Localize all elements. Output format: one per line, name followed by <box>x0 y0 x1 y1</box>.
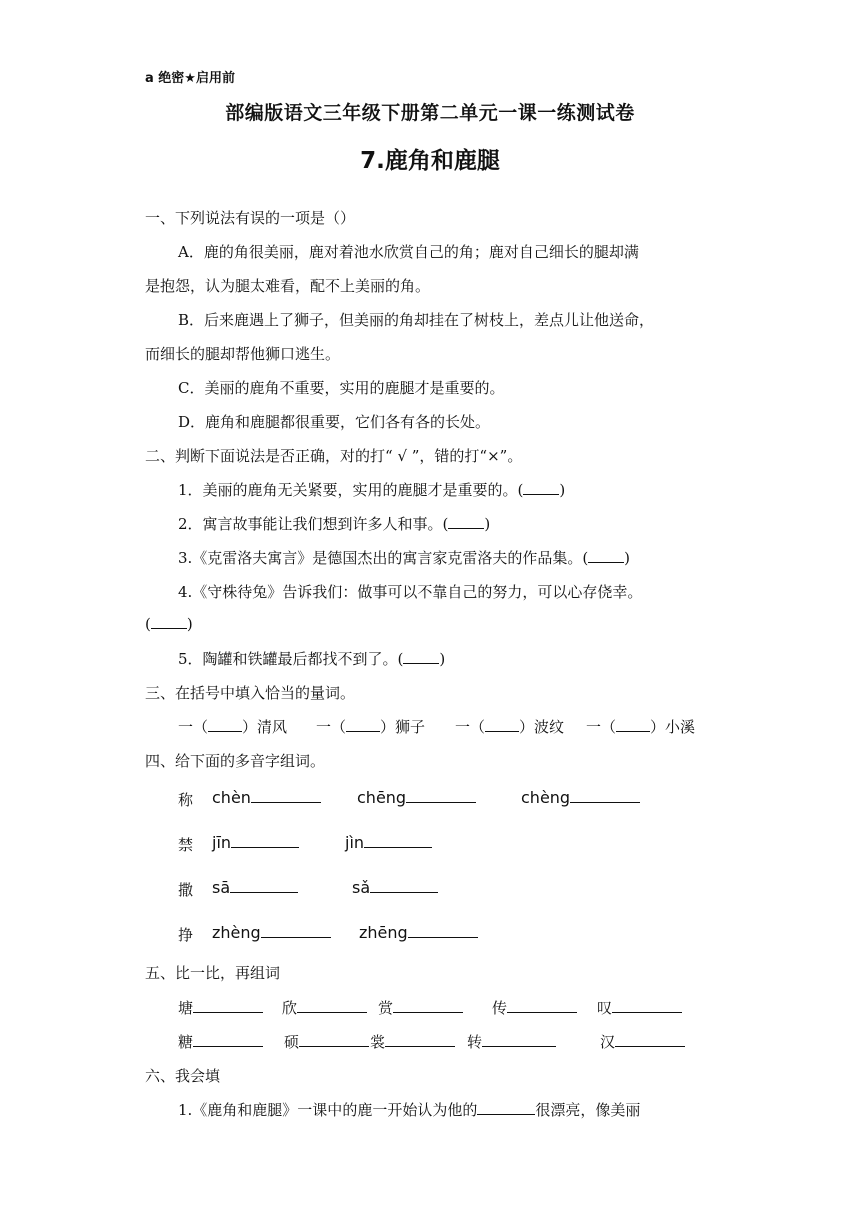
answer-blank[interactable] <box>448 514 484 529</box>
q5-row2-item <box>370 1031 455 1052</box>
q3-word: 小溪 <box>665 718 696 736</box>
q4-pinyin-chen4 <box>212 788 321 807</box>
answer-blank[interactable] <box>393 998 463 1013</box>
q6-item-1 <box>178 1099 640 1120</box>
q6-item-1-text-end: 很漂亮，像美丽 <box>535 1101 641 1119</box>
answer-blank[interactable] <box>385 1032 455 1047</box>
q3-prefix: 一（ <box>455 718 486 736</box>
answer-blank[interactable] <box>507 998 577 1013</box>
q5-char: 硕 <box>284 1033 300 1051</box>
answer-blank[interactable] <box>364 833 432 848</box>
q5-char: 传 <box>492 999 508 1017</box>
q2-item-1 <box>178 479 565 500</box>
q3-word: 狮子 <box>395 718 426 736</box>
q5-char: 欣 <box>282 999 298 1017</box>
q3-word: 波纹 <box>534 718 565 736</box>
q4-pinyin-zheng1 <box>359 923 478 942</box>
q3-item-2 <box>316 716 425 737</box>
close-paren: ) <box>484 515 491 533</box>
q2-item-2 <box>178 513 490 534</box>
lesson-title: 7.鹿角和鹿腿 <box>360 148 500 174</box>
q2-item-4-answer <box>145 614 193 633</box>
q1-option-b-line1: B．后来鹿遇上了狮子，但美丽的角却挂在了树枝上，差点儿让他送命， <box>178 311 655 329</box>
q2-item-3 <box>178 547 630 568</box>
close-paren: ) <box>624 549 631 567</box>
pinyin: chēng <box>357 788 407 807</box>
answer-blank[interactable] <box>297 998 367 1013</box>
q1-option-a-line2: 是抱怨，认为腿太难看，配不上美丽的角。 <box>145 277 431 295</box>
q3-prefix: 一（ <box>316 718 347 736</box>
q5-row1-item <box>492 997 577 1018</box>
open-paren: ( <box>145 615 151 633</box>
q5-row2-item <box>467 1031 556 1052</box>
answer-blank[interactable] <box>482 1032 556 1047</box>
q2-item-1-text: 1．美丽的鹿角无关紧要，实用的鹿腿才是重要的。( <box>178 481 524 499</box>
answer-blank[interactable] <box>346 717 380 732</box>
q5-heading: 五、比一比，再组词 <box>145 964 281 982</box>
q5-row1-item <box>597 997 682 1018</box>
q3-suffix: ） <box>650 718 666 736</box>
q3-prefix: 一（ <box>178 718 209 736</box>
pinyin: zhèng <box>212 923 261 942</box>
q5-row1-item <box>282 997 367 1018</box>
q3-prefix: 一（ <box>586 718 617 736</box>
answer-blank[interactable] <box>477 1100 535 1115</box>
answer-blank[interactable] <box>370 878 438 893</box>
answer-blank[interactable] <box>570 788 640 803</box>
q1-heading: 一、下列说法有误的一项是（） <box>145 209 356 227</box>
q5-char: 糖 <box>178 1033 194 1051</box>
answer-blank[interactable] <box>208 717 242 732</box>
q3-suffix: ） <box>519 718 535 736</box>
q3-suffix: ） <box>242 718 258 736</box>
q3-item-3 <box>455 716 564 737</box>
q2-item-4: 4.《守株待兔》告诉我们：做事可以不靠自己的努力，可以心存侥幸。 <box>178 583 643 601</box>
q5-char: 叹 <box>597 999 613 1017</box>
q1-option-c: C．美丽的鹿角不重要，实用的鹿腿才是重要的。 <box>178 379 505 397</box>
answer-blank[interactable] <box>231 833 299 848</box>
q4-pinyin-sa3 <box>352 878 438 897</box>
q5-row1-item <box>378 997 463 1018</box>
answer-blank[interactable] <box>406 788 476 803</box>
q4-heading: 四、给下面的多音字组词。 <box>145 752 326 770</box>
q3-suffix: ） <box>380 718 396 736</box>
secret-label: a 绝密★启用前 <box>145 71 235 86</box>
q5-char: 塘 <box>178 999 194 1017</box>
q4-pinyin-sa1 <box>212 878 298 897</box>
q3-item-1 <box>178 716 287 737</box>
answer-blank[interactable] <box>523 480 559 495</box>
close-paren: ) <box>559 481 566 499</box>
q1-option-a-line1: A．鹿的角很美丽，鹿对着池水欣赏自己的角；鹿对自己细长的腿却满 <box>178 243 639 261</box>
pinyin: zhēng <box>359 923 408 942</box>
q3-word: 清风 <box>257 718 288 736</box>
q2-heading: 二、判断下面说法是否正确，对的打“ √ ”，错的打“×”。 <box>145 447 523 465</box>
q5-char: 汉 <box>600 1033 616 1051</box>
answer-blank[interactable] <box>151 614 187 629</box>
answer-blank[interactable] <box>403 649 439 664</box>
pinyin: jìn <box>345 833 365 852</box>
answer-blank[interactable] <box>408 923 478 938</box>
q4-char-jin: 禁 <box>178 836 194 854</box>
q4-pinyin-cheng4 <box>521 788 640 807</box>
pinyin: sǎ <box>352 878 371 897</box>
answer-blank[interactable] <box>616 717 650 732</box>
answer-blank[interactable] <box>251 788 321 803</box>
answer-blank[interactable] <box>261 923 331 938</box>
q5-row2-item <box>600 1031 685 1052</box>
answer-blank[interactable] <box>230 878 298 893</box>
q3-item-4 <box>586 716 695 737</box>
pinyin: chèng <box>521 788 571 807</box>
answer-blank[interactable] <box>193 1032 263 1047</box>
q5-char: 裳 <box>370 1033 386 1051</box>
answer-blank[interactable] <box>588 548 624 563</box>
q4-char-zheng: 挣 <box>178 926 194 944</box>
pinyin: chèn <box>212 788 251 807</box>
pinyin: sā <box>212 878 231 897</box>
q2-item-5 <box>178 648 445 669</box>
q2-item-3-text: 3.《克雷洛夫寓言》是德国杰出的寓言家克雷洛夫的作品集。( <box>178 549 589 567</box>
answer-blank[interactable] <box>485 717 519 732</box>
q2-item-2-text: 2．寓言故事能让我们想到许多人和事。( <box>178 515 449 533</box>
q5-row1-item <box>178 997 263 1018</box>
q6-heading: 六、我会填 <box>145 1067 221 1085</box>
q4-char-chen: 称 <box>178 791 194 809</box>
answer-blank[interactable] <box>299 1032 369 1047</box>
q5-row2-item <box>178 1031 263 1052</box>
answer-blank[interactable] <box>612 998 682 1013</box>
q5-row2-item <box>284 1031 369 1052</box>
q5-char: 赏 <box>378 999 394 1017</box>
q3-heading: 三、在括号中填入恰当的量词。 <box>145 684 356 702</box>
answer-blank[interactable] <box>193 998 263 1013</box>
q1-option-d: D．鹿角和鹿腿都很重要，它们各有各的长处。 <box>178 413 491 431</box>
q4-pinyin-jin4 <box>345 833 432 852</box>
q4-char-sa: 撒 <box>178 881 194 899</box>
close-paren: ) <box>439 650 446 668</box>
answer-blank[interactable] <box>615 1032 685 1047</box>
q4-pinyin-jin1 <box>212 833 299 852</box>
q4-pinyin-cheng1 <box>357 788 476 807</box>
q5-char: 转 <box>467 1033 483 1051</box>
q6-item-1-text: 1.《鹿角和鹿腿》一课中的鹿一开始认为他的 <box>178 1101 478 1119</box>
q1-option-b-line2: 而细长的腿却帮他狮口逃生。 <box>145 345 341 363</box>
pinyin: jīn <box>212 833 232 852</box>
exam-title: 部编版语文三年级下册第二单元一课一练测试卷 <box>225 102 635 124</box>
q4-pinyin-zheng4 <box>212 923 331 942</box>
q2-item-5-text: 5．陶罐和铁罐最后都找不到了。( <box>178 650 404 668</box>
close-paren: ) <box>186 615 193 633</box>
